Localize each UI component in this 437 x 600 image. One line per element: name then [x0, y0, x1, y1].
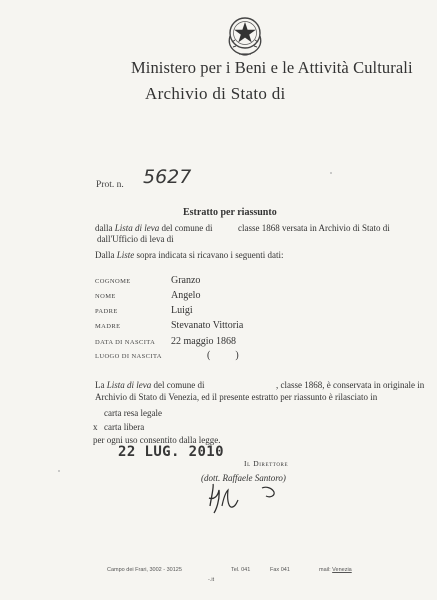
footer-email-label: mail:	[319, 567, 331, 573]
protocol-label: Prot. n.	[96, 180, 124, 190]
director-name: (dott. Raffaele Santoro)	[201, 473, 286, 483]
intro-text: sopra indicata si ricavano i seguenti dati:	[136, 250, 284, 260]
scan-speck	[330, 172, 332, 174]
footer-email-value: Venezia	[332, 567, 352, 573]
director-title: Il Direttore	[244, 459, 289, 468]
footer-fax: Fax 041	[270, 567, 290, 573]
field-value-cognome: Granzo	[171, 275, 201, 286]
field-label-padre: PADRE	[95, 308, 118, 315]
archive-title: Archivio di Stato di	[145, 84, 286, 103]
body-line-1	[95, 380, 205, 390]
body-line-1-continued: , classe 1868, è conservata in originale in	[276, 380, 425, 390]
field-label-nome: NOME	[95, 293, 116, 300]
field-label-data-nascita: DATA DI NASCITA	[95, 339, 156, 346]
intro-text: dalla	[95, 223, 113, 233]
document-heading: Estratto per riassunto	[183, 207, 277, 218]
body-text: del comune di	[153, 380, 205, 390]
intro-line-1	[95, 223, 213, 233]
field-label-madre: MADRE	[95, 323, 121, 330]
body-text: La	[95, 380, 105, 390]
body-list-name: Lista di leva	[106, 380, 152, 390]
date-stamp: 22 LUG. 2010	[118, 444, 224, 460]
field-value-data-nascita: 22 maggio 1868	[171, 336, 236, 347]
field-value-luogo-nascita: ( )	[207, 350, 239, 361]
footer-tel: Tel. 041	[231, 567, 251, 573]
protocol-number: 5627	[143, 166, 192, 188]
ministry-name: Ministero per i Beni e le Attività Culturali	[131, 58, 413, 77]
field-value-padre: Luigi	[171, 305, 193, 316]
field-value-madre: Stevanato Vittoria	[171, 320, 244, 331]
option-mark: x	[93, 422, 98, 432]
intro-line-3	[95, 250, 283, 260]
intro-list-name: Lista di leva	[114, 223, 160, 233]
footer-email-suffix: -.it	[208, 577, 215, 583]
field-label-luogo-nascita: LUOGO DI NASCITA	[95, 353, 162, 360]
field-value-nome: Angelo	[171, 290, 201, 301]
body-line-3: per ogni uso consentito dalla legge.	[93, 435, 221, 445]
intro-text: del comune di	[161, 223, 213, 233]
footer-email	[319, 567, 352, 573]
scan-speck	[58, 470, 60, 472]
field-label-cognome: COGNOME	[95, 278, 131, 285]
intro-list-name: Liste	[116, 250, 135, 260]
intro-text: Dalla	[95, 250, 115, 260]
body-line-2: Archivio di Stato di Venezia, ed il presente estratto per riassunto è rilasciato in	[95, 392, 378, 402]
intro-line-2: dall'Ufficio di leva di	[97, 234, 174, 244]
footer-address: Campo dei Frari, 3002 - 30125	[107, 567, 182, 573]
republic-emblem-icon	[224, 12, 266, 58]
intro-line-1-continued: classe 1868 versata in Archivio di Stato di	[238, 223, 390, 233]
option-carta-libera: carta libera	[104, 422, 145, 432]
option-carta-legale: carta resa legale	[104, 408, 162, 418]
handwritten-signature	[200, 476, 280, 518]
